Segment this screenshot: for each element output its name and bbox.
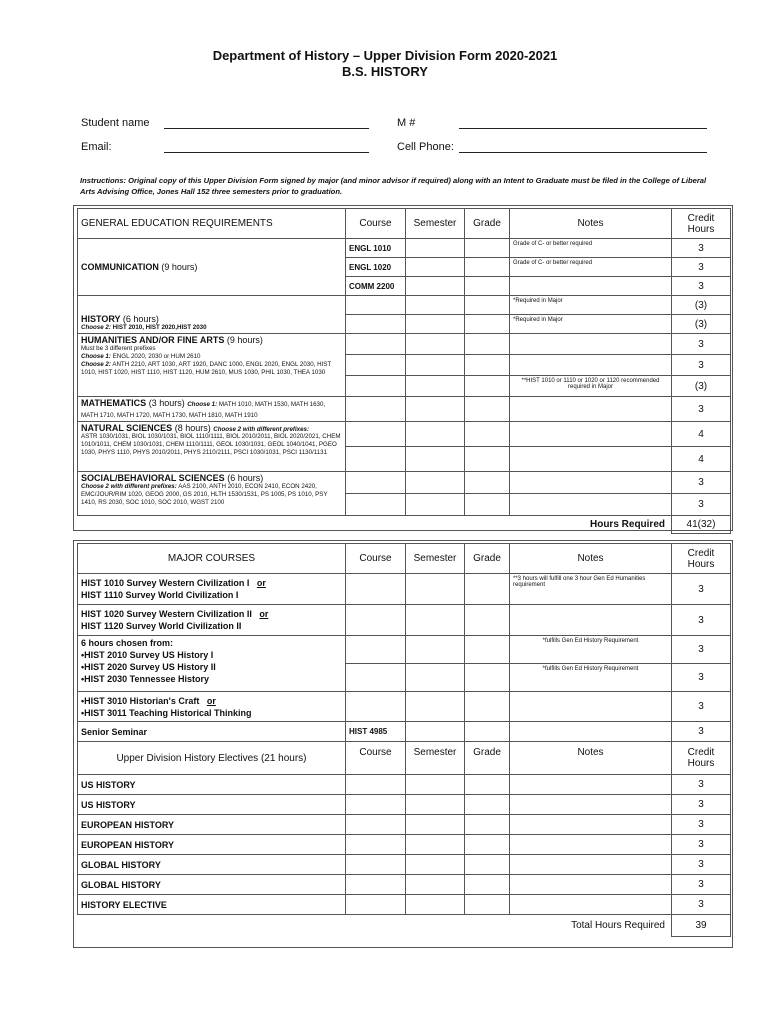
table-row: [78, 397, 731, 422]
col-notes: Notes: [510, 209, 672, 239]
course-cell[interactable]: [346, 355, 406, 376]
grade-cell[interactable]: [465, 422, 510, 447]
social-sciences-hours: (6 hours): [227, 473, 264, 483]
table-row: [78, 835, 731, 855]
note-cell: [510, 692, 672, 722]
natural-sciences-cell: [78, 422, 346, 472]
natural-sciences-options: ASTR 1030/1031, BIOL 1030/1031, BIOL 1110/1111, BIOL 2010/2011, BIOL 2020/2021, CHEM 1010/1011, CHEM 1030/1031, CHEM 1110/1111, GEOL 1030/1031, GEOL 1040/1041, PGEO 1030, PHYS 1110, PHYS 2010/2011, PHYS 2110/2111, PSCI 1030/1031, PSCI 1130/1131: [81, 433, 341, 456]
table-row: [78, 605, 731, 636]
cell-phone-field[interactable]: [459, 152, 707, 153]
credit-cell: 3: [672, 815, 731, 835]
note-cell: [510, 472, 672, 494]
course-cell[interactable]: [346, 447, 406, 472]
cell-phone-label: Cell Phone:: [397, 141, 454, 153]
instructions: Instructions: Original copy of this Upper Division Form signed by major (and minor advisor if required) along with an Intent to Graduate must be filed in the College of Liberal Arts Advising Office, Jones Hall 152 three semesters prior to graduation.: [80, 176, 707, 196]
col-course: Course: [346, 209, 406, 239]
course-cell: ENGL 1020: [346, 258, 406, 277]
table-row: [78, 334, 731, 355]
math-choose-label: Choose 1:: [187, 401, 218, 408]
note-cell: [510, 422, 672, 447]
communication-cell: [78, 239, 346, 296]
semester-cell[interactable]: [406, 855, 465, 875]
semester-cell[interactable]: [406, 795, 465, 815]
grade-cell[interactable]: [465, 472, 510, 494]
credit-cell: 3: [672, 795, 731, 815]
email-label: Email:: [81, 141, 112, 153]
semester-cell[interactable]: [406, 692, 465, 722]
note-cell: Grade of C- or better required: [510, 258, 672, 277]
major-title: MAJOR COURSES: [78, 544, 346, 574]
course-line: HIST 1020 Survey Western Civilization II: [81, 609, 252, 619]
credit-cell: 3: [672, 277, 731, 296]
semester-cell[interactable]: [406, 355, 465, 376]
course-cell[interactable]: [346, 397, 406, 422]
semester-cell[interactable]: [406, 875, 465, 895]
grade-cell[interactable]: [465, 835, 510, 855]
semester-cell[interactable]: [406, 447, 465, 472]
course-cell[interactable]: [346, 692, 406, 722]
course-cell[interactable]: [346, 664, 406, 692]
note-cell: [510, 494, 672, 516]
course-line: HIST 1010 Survey Western Civilization I: [81, 578, 250, 588]
table-row: [78, 296, 731, 315]
social-sciences-label: SOCIAL/BEHAVIORAL SCIENCES: [81, 473, 225, 483]
course-cell: ENGL 1010: [346, 239, 406, 258]
col-semester: Semester: [406, 209, 465, 239]
chosen-title: 6 hours chosen from:: [81, 638, 174, 648]
course-cell[interactable]: [346, 472, 406, 494]
grade-cell[interactable]: [465, 376, 510, 397]
grade-cell[interactable]: [465, 239, 510, 258]
note-cell: *fulfills Gen Ed History Requirement: [510, 636, 672, 664]
credit-cell: 3: [672, 472, 731, 494]
humanities-note: Must be 3 different prefixes: [81, 345, 156, 352]
elective-label: HISTORY ELECTIVE: [78, 895, 346, 915]
course-cell[interactable]: [346, 315, 406, 334]
table-row: [78, 895, 731, 915]
note-cell: *Required in Major: [510, 315, 672, 334]
elective-label: GLOBAL HISTORY: [78, 875, 346, 895]
course-option-cell: [78, 605, 346, 636]
credit-cell: 3: [672, 895, 731, 915]
col-credit: Credit Hours: [672, 544, 731, 574]
note-cell: [510, 722, 672, 742]
math-options: MATH 1010, MATH 1530, MATH 1630, MATH 1710, MATH 1720, MATH 1730, MATH 1810, MATH 1910: [81, 401, 326, 419]
grade-cell[interactable]: [465, 605, 510, 636]
credit-cell: 3: [672, 692, 731, 722]
table-row: [78, 795, 731, 815]
humanities-choose1-label: Choose 1:: [81, 353, 111, 360]
course-cell: HIST 4985: [346, 722, 406, 742]
student-name-label: Student name: [81, 117, 150, 129]
course-option-cell: [78, 574, 346, 605]
table-row: [78, 472, 731, 494]
grade-cell[interactable]: [465, 692, 510, 722]
course-cell[interactable]: [346, 422, 406, 447]
m-number-label: M #: [397, 117, 416, 129]
course-cell[interactable]: [346, 296, 406, 315]
social-sciences-cell: [78, 472, 346, 516]
grade-cell[interactable]: [465, 447, 510, 472]
course-cell: COMM 2200: [346, 277, 406, 296]
credit-cell: 3: [672, 636, 731, 664]
social-sciences-choose-label: Choose 2 with different prefixes:: [81, 483, 177, 490]
semester-cell[interactable]: [406, 376, 465, 397]
hours-required-label: Hours Required: [589, 519, 665, 531]
form-title-line2: B.S. HISTORY: [342, 64, 428, 79]
col-notes: Notes: [510, 544, 672, 574]
student-name-field[interactable]: [164, 128, 369, 129]
chosen-courses-cell: [78, 636, 346, 692]
table-row: [78, 722, 731, 742]
course-line: HIST 1110 Survey World Civilization I: [81, 590, 239, 600]
semester-cell[interactable]: [406, 422, 465, 447]
credit-cell: 3: [672, 239, 731, 258]
craft-cell: [78, 692, 346, 722]
semester-cell[interactable]: [406, 775, 465, 795]
electives-title: Upper Division History Electives (21 hours): [78, 742, 346, 775]
math-cell: [78, 397, 346, 422]
note-cell: **HIST 1010 or 1110 or 1020 or 1120 recommended required in Major: [510, 376, 672, 397]
col-grade: Grade: [465, 742, 510, 775]
credit-cell: 3: [672, 775, 731, 795]
natural-sciences-choose-label: Choose 2 with different prefixes:: [213, 426, 310, 433]
elective-label: GLOBAL HISTORY: [78, 855, 346, 875]
course-cell[interactable]: [346, 855, 406, 875]
grade-cell[interactable]: [465, 334, 510, 355]
math-hours: (3 hours): [148, 398, 185, 408]
course-cell[interactable]: [346, 835, 406, 855]
grade-cell[interactable]: [465, 636, 510, 664]
table-row: [78, 422, 731, 447]
semester-cell[interactable]: [406, 636, 465, 664]
communication-hours: (9 hours): [161, 262, 198, 272]
course-cell[interactable]: [346, 574, 406, 605]
form-title: [0, 48, 770, 80]
course-cell[interactable]: [346, 875, 406, 895]
table-row: [78, 815, 731, 835]
note-cell: *fulfills Gen Ed History Requirement: [510, 664, 672, 692]
credit-cell: 3: [672, 722, 731, 742]
credit-cell: (3): [672, 376, 731, 397]
grade-cell[interactable]: [465, 277, 510, 296]
table-row: [78, 875, 731, 895]
semester-cell[interactable]: [406, 605, 465, 636]
grade-cell[interactable]: [465, 574, 510, 605]
semester-cell[interactable]: [406, 472, 465, 494]
elective-label: US HISTORY: [78, 795, 346, 815]
col-credit: Credit Hours: [672, 209, 731, 239]
grade-cell[interactable]: [465, 815, 510, 835]
credit-cell: 3: [672, 258, 731, 277]
semester-cell[interactable]: [406, 296, 465, 315]
course-cell[interactable]: [346, 636, 406, 664]
note-cell: [510, 855, 672, 875]
credit-cell: 3: [672, 397, 731, 422]
course-cell[interactable]: [346, 795, 406, 815]
credit-cell: 3: [672, 664, 731, 692]
or-label: or: [206, 695, 216, 706]
humanities-choose2-label: Choose 2:: [81, 361, 111, 368]
humanities-hours: (9 hours): [226, 335, 263, 345]
grade-cell[interactable]: [465, 494, 510, 516]
grade-cell[interactable]: [465, 875, 510, 895]
gen-ed-title: GENERAL EDUCATION REQUIREMENTS: [78, 209, 346, 239]
semester-cell[interactable]: [406, 895, 465, 915]
history-cell: [78, 296, 346, 334]
course-cell[interactable]: [346, 775, 406, 795]
credit-cell: 3: [672, 574, 731, 605]
credit-cell: 4: [672, 422, 731, 447]
major-table: [77, 543, 731, 937]
gen-ed-table: [77, 208, 731, 534]
note-cell: [510, 895, 672, 915]
form-title-line1: Department of History – Upper Division Form 2020-2021: [212, 48, 558, 63]
semester-cell[interactable]: [406, 397, 465, 422]
math-label: MATHEMATICS: [81, 398, 147, 408]
semester-cell[interactable]: [406, 815, 465, 835]
note-cell: [510, 277, 672, 296]
grade-cell[interactable]: [465, 355, 510, 376]
note-cell: [510, 355, 672, 376]
email-field[interactable]: [164, 152, 369, 153]
natural-sciences-label: NATURAL SCIENCES: [81, 423, 173, 433]
elective-label: EUROPEAN HISTORY: [78, 815, 346, 835]
note-cell: [510, 605, 672, 636]
semester-cell[interactable]: [406, 239, 465, 258]
grade-cell[interactable]: [465, 258, 510, 277]
electives-header: [78, 742, 731, 775]
course-cell[interactable]: [346, 895, 406, 915]
col-semester: Semester: [406, 544, 465, 574]
credit-cell: 3: [672, 605, 731, 636]
table-row: [78, 855, 731, 875]
m-number-field[interactable]: [459, 128, 707, 129]
table-row: [78, 775, 731, 795]
semester-cell[interactable]: [406, 835, 465, 855]
social-sciences-options: AAS 2100, ANTH 2010, ECON 2410, ECON 2420, EMC/JOUR/RIM 1020, GEOG 2000, GS 2010, HLTH 1530/1531, PS 1005, PS 1010, PSY 1410, RS 2030, SOC 1010, SOC 2010, WGST 2100: [81, 483, 328, 506]
semester-cell[interactable]: [406, 258, 465, 277]
course-cell[interactable]: [346, 815, 406, 835]
hours-required-value: 41(32): [672, 516, 731, 534]
grade-cell[interactable]: [465, 895, 510, 915]
course-line: HIST 1120 Survey World Civilization II: [81, 621, 242, 631]
credit-cell: 3: [672, 875, 731, 895]
credit-cell: 3: [672, 855, 731, 875]
course-cell[interactable]: [346, 334, 406, 355]
chosen-item: •HIST 2020 Survey US History II: [81, 662, 216, 672]
note-cell: [510, 775, 672, 795]
course-cell[interactable]: [346, 605, 406, 636]
humanities-choose1: ENGL 2020, 2030 or HUM 2610: [112, 353, 201, 360]
or-label: or: [256, 578, 266, 588]
humanities-label: HUMANITIES AND/OR FINE ARTS: [81, 335, 225, 345]
semester-cell[interactable]: [406, 277, 465, 296]
note-cell: [510, 447, 672, 472]
chosen-item: •HIST 2030 Tennessee History: [81, 674, 210, 684]
note-cell: *Required in Major: [510, 296, 672, 315]
col-credit: Credit Hours: [672, 742, 731, 775]
humanities-cell: [78, 334, 346, 397]
grade-cell[interactable]: [465, 795, 510, 815]
natural-sciences-hours: (8 hours): [174, 423, 211, 433]
humanities-choose2: ANTH 2210, ART 1030, ART 1920, DANC 1000, ENGL 2020, ENGL 2030, HIST 1010, HIST 1020, HIST 1110, HIST 1120, HUM 2610, MUS 1030, PHIL 1030, THEA 1030: [81, 361, 332, 376]
note-cell: [510, 795, 672, 815]
note-cell: [510, 875, 672, 895]
grade-cell[interactable]: [465, 397, 510, 422]
chosen-item: •HIST 2010 Survey US History I: [81, 650, 214, 660]
note-cell: [510, 334, 672, 355]
col-grade: Grade: [465, 544, 510, 574]
credit-cell: (3): [672, 315, 731, 334]
grade-cell[interactable]: [465, 664, 510, 692]
credit-cell: 3: [672, 835, 731, 855]
table-row: [78, 574, 731, 605]
note-cell: Grade of C- or better required: [510, 239, 672, 258]
credit-cell: 3: [672, 355, 731, 376]
credit-cell: 4: [672, 447, 731, 472]
or-label: or: [259, 609, 269, 619]
course-line: •HIST 3010 Historian's Craft: [81, 695, 200, 706]
course-cell[interactable]: [346, 376, 406, 397]
semester-cell[interactable]: [406, 574, 465, 605]
note-cell: [510, 835, 672, 855]
note-cell: [510, 815, 672, 835]
credit-cell: 3: [672, 494, 731, 516]
elective-label: US HISTORY: [78, 775, 346, 795]
communication-label: COMMUNICATION: [81, 262, 159, 272]
credit-cell: (3): [672, 296, 731, 315]
grade-cell[interactable]: [465, 315, 510, 334]
col-semester: Semester: [406, 742, 465, 775]
semester-cell[interactable]: [406, 494, 465, 516]
history-hours: (6 hours): [122, 314, 159, 324]
table-row: [78, 692, 731, 722]
history-choose-label: Choose 2:: [81, 324, 111, 331]
semester-cell[interactable]: [406, 315, 465, 334]
semester-cell[interactable]: [406, 334, 465, 355]
semester-cell[interactable]: [406, 722, 465, 742]
total-hours-row: [78, 915, 731, 937]
grade-cell[interactable]: [465, 296, 510, 315]
semester-cell[interactable]: [406, 664, 465, 692]
col-course: Course: [346, 742, 406, 775]
course-cell[interactable]: [346, 494, 406, 516]
col-notes: Notes: [510, 742, 672, 775]
history-options: HIST 2010, HIST 2020,HIST 2030: [112, 324, 207, 331]
course-line: •HIST 3011 Teaching Historical Thinking: [81, 707, 252, 718]
table-row: [78, 636, 731, 664]
col-course: Course: [346, 544, 406, 574]
grade-cell[interactable]: [465, 775, 510, 795]
grade-cell[interactable]: [465, 855, 510, 875]
elective-label: EUROPEAN HISTORY: [78, 835, 346, 855]
total-hours-label: Total Hours Required: [571, 920, 665, 932]
credit-cell: 3: [672, 334, 731, 355]
grade-cell[interactable]: [465, 722, 510, 742]
table-row: [78, 239, 731, 258]
col-grade: Grade: [465, 209, 510, 239]
hours-required-row: [78, 516, 731, 534]
note-cell: **3 hours will fulfill one 3 hour Gen Ed Humanities requirement: [510, 574, 672, 605]
total-hours-value: 39: [672, 915, 731, 937]
note-cell: [510, 397, 672, 422]
history-label: HISTORY: [81, 314, 121, 324]
senior-seminar-label: Senior Seminar: [78, 722, 346, 742]
